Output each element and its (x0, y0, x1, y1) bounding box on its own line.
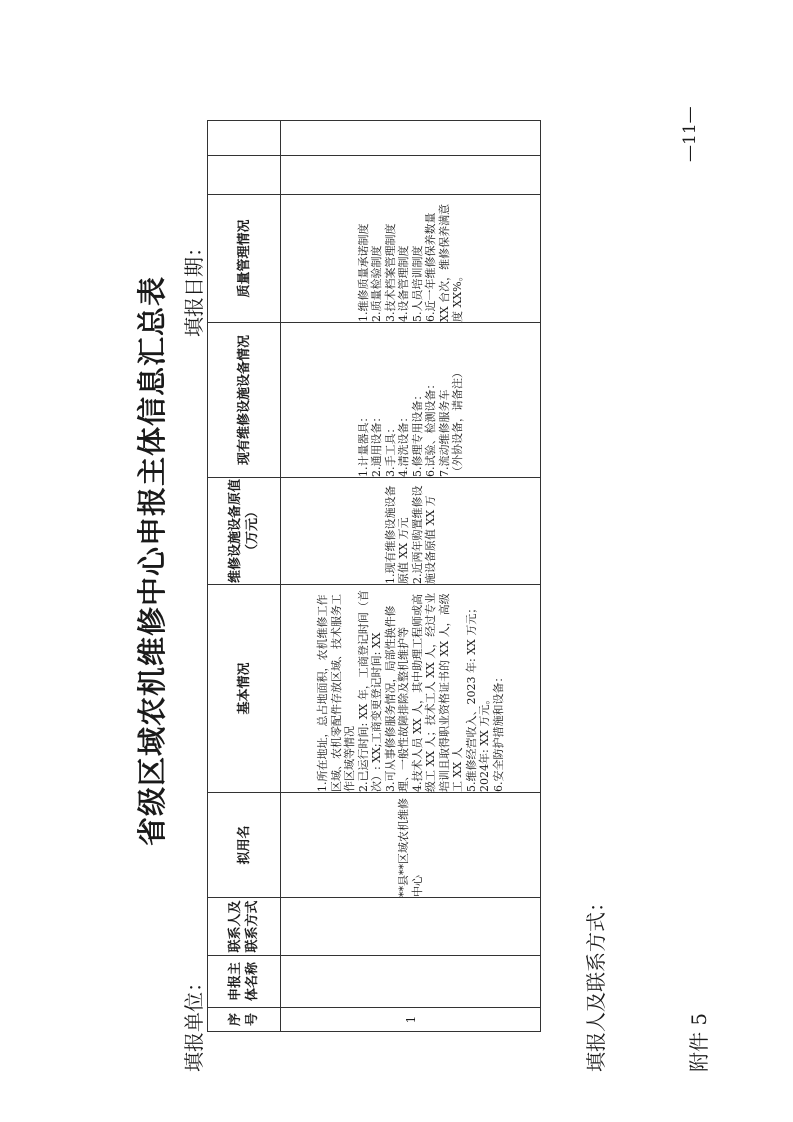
equipment-status-item: 2.通用设备： (370, 411, 383, 477)
basic-item: 2.已运行时间: XX 年，工商登记时间（首次）: XX;工商变更登记时间: XX (356, 590, 383, 792)
reporter-label: 填报人及联系方式： (584, 892, 608, 1072)
equipment-status-item: 1.计量器具： (356, 411, 370, 477)
row-equipment-value (281, 478, 541, 585)
page-number: —11— (680, 106, 700, 162)
header-empty-2 (208, 121, 281, 156)
summary-table (207, 120, 541, 1032)
page-title: 省级区域农机维修中心申报主体信息汇总表 (135, 276, 169, 847)
header-proposed-name: 拟用名 (208, 793, 281, 898)
header-applicant: 申报主体名称 (208, 956, 281, 1008)
table-row (281, 121, 541, 1032)
fill-date-label: 填报日期： (182, 237, 206, 337)
header-basic: 基本情况 (208, 585, 281, 793)
equipment-status-item: （外协设备，请备注） (451, 367, 464, 477)
basic-item: 1.所在地址，总占地面积，农机维修工作区域、农机零配件存放区域、技术服务工作区域等情况 (316, 594, 356, 792)
header-equipment-status: 现有维修设施设备情况 (208, 323, 281, 478)
fill-unit-label: 填报单位： (182, 972, 206, 1072)
row-applicant (281, 956, 541, 1008)
quality-item: 5.人员培训制度 (410, 245, 424, 322)
table-header-row (208, 121, 281, 1032)
basic-item: 6.安全防护措施和设备： (491, 671, 505, 792)
quality-item: 1.维修质量承诺制度 (356, 223, 370, 322)
equipment-value-item: 1.现有维修设施设备原值 XX 万元 (383, 485, 410, 584)
row-proposed-name: **县**区域农机维修中心 (281, 793, 541, 898)
attachment-label: 附件 5 (687, 1012, 711, 1072)
equipment-value-item: 2.近两年购置维修设施设备原值 XX 万 (410, 485, 437, 584)
quality-item: 4.设备管理制度 (397, 245, 410, 322)
equipment-status-item: 5.修理专用设备： (410, 389, 424, 477)
row-contact (281, 898, 541, 956)
row-empty-2 (281, 121, 541, 156)
header-empty-1 (208, 156, 281, 195)
quality-item: 3.技术档案管理制度 (383, 223, 397, 322)
equipment-status-item: 4.清洗设备： (397, 411, 410, 477)
row-equipment-status (281, 323, 541, 478)
basic-item: 3.可从事修修服务情况，局部性换件修理、一般性故障排除及整机维护等 (383, 605, 410, 792)
header-equipment-value: 维修设施设备原值（万元） (208, 478, 281, 585)
basic-item: 5.维修经营收入、2023 年: XX 万元；2024年: XX 万元。 (464, 602, 491, 792)
equipment-status-item: 3.手工具： (383, 422, 397, 477)
header-contact: 联系人及联系方式 (208, 898, 281, 956)
row-seq: 1 (281, 1008, 541, 1032)
basic-item: 4.技术人员 XX 人，其中助理工程师或高级工 XX 人；技术工人 XX 人，经过专业培训且取得职业资格证书的 XX 人，高级工 XX 人 (410, 592, 464, 792)
row-empty-1 (281, 156, 541, 195)
quality-item: 2.质量检验制度 (370, 245, 383, 322)
header-quality: 质量管理情况 (208, 195, 281, 323)
equipment-status-item: 6.试验、检测设备： (424, 378, 437, 477)
quality-item: 6.近一年维修保养数量 XX 台次，维修保养满意度 XX%。 (424, 203, 464, 322)
row-quality (281, 195, 541, 323)
header-seq: 序号 (208, 1008, 281, 1032)
row-basic (281, 585, 541, 793)
equipment-status-item: 7.流动维修服务车 (437, 389, 451, 477)
